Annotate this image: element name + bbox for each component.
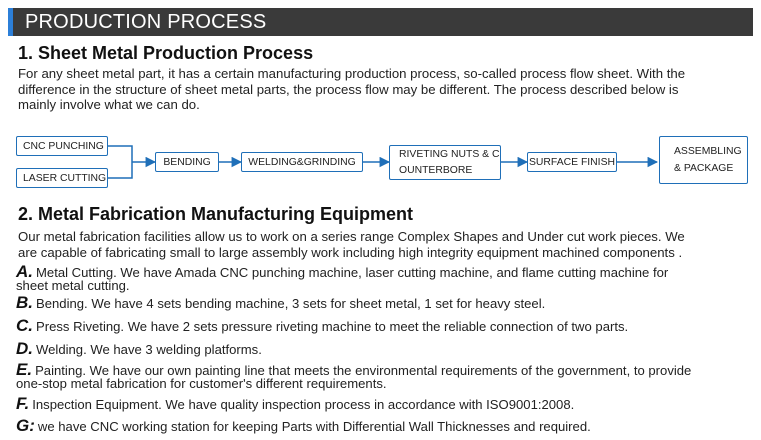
section2-paragraph: [18, 229, 685, 260]
flow-connectors: [0, 0, 761, 200]
merge-bracket: [108, 146, 132, 178]
equipment-item-a: [16, 262, 669, 293]
item-letter: F.: [16, 394, 30, 413]
equipment-item-b: [16, 293, 546, 312]
equipment-item-e: [16, 360, 692, 391]
section2-line: Our metal fabrication facilities allow us to work on a series range Complex Shapes and Under cut work pieces. We: [18, 229, 685, 244]
step-label: RIVETING NUTS & C: [399, 148, 500, 160]
item-text: sheet metal cutting.: [16, 278, 130, 293]
step-surface-finish: [527, 152, 617, 172]
step-bending: [155, 152, 219, 172]
item-letter: D.: [16, 339, 33, 358]
step-assembling-package: [659, 136, 748, 184]
item-letter: G:: [16, 416, 35, 435]
step-label: SURFACE FINISH: [528, 156, 616, 168]
step-label: ASSEMBLING: [674, 146, 742, 157]
section1-line: mainly involve what we can do.: [18, 97, 200, 113]
item-text: one-stop metal fabrication for customer's different requirements.: [16, 376, 387, 391]
equipment-item-g: [16, 416, 591, 435]
item-letter: B.: [16, 293, 33, 312]
step-cnc-punching: [16, 136, 108, 156]
item-text: Press Riveting. We have 2 sets pressure riveting machine to meet the reliable connection of two parts.: [36, 319, 629, 334]
banner-title: PRODUCTION PROCESS: [25, 11, 267, 33]
item-text: Painting. We have our own painting line that meets the environmental requirements of the government, to provide: [35, 363, 692, 378]
step-label: WELDING&GRINDING: [248, 156, 356, 168]
step-label: CNC PUNCHING: [23, 140, 104, 152]
step-label: & PACKAGE: [674, 163, 734, 174]
step-label: LASER CUTTING: [23, 172, 107, 184]
section1-line: difference in the structure of sheet metal parts, the process flow may be different. The process described below is: [18, 81, 679, 97]
section1-heading: 1. Sheet Metal Production Process: [18, 43, 314, 63]
section1-line: For any sheet metal part, it has a certain manufacturing production process, so-called process flow sheet. With the: [18, 66, 686, 81]
item-text: Bending. We have 4 sets bending machine, 3 sets for sheet metal, 1 set for heavy steel.: [36, 296, 546, 311]
step-label: OUNTERBORE: [399, 164, 473, 176]
item-letter: C.: [16, 316, 33, 335]
equipment-item-f: [16, 394, 575, 413]
item-text: Metal Cutting. We have Amada CNC punching machine, laser cutting machine, and flame cutting machine for: [36, 265, 669, 280]
equipment-item-c: [16, 316, 629, 335]
section2-line: are capable of fabricating small to large assembly work including high integrity equipment machined components .: [18, 244, 683, 260]
step-laser-cutting: [16, 168, 108, 188]
item-text: Welding. We have 3 welding platforms.: [36, 342, 262, 357]
item-letter: A.: [16, 262, 33, 281]
section2-heading: 2. Metal Fabrication Manufacturing Equipment: [18, 204, 414, 224]
equipment-item-d: [16, 339, 262, 358]
step-label: BENDING: [163, 156, 211, 168]
item-letter: E.: [16, 360, 33, 379]
step-welding-grinding: [241, 152, 363, 172]
item-text: Inspection Equipment. We have quality inspection process in accordance with ISO9001:2008.: [32, 397, 575, 412]
item-text: we have CNC working station for keeping Parts with Differential Wall Thicknesses and required.: [37, 419, 591, 434]
step-riveting: [389, 145, 501, 180]
